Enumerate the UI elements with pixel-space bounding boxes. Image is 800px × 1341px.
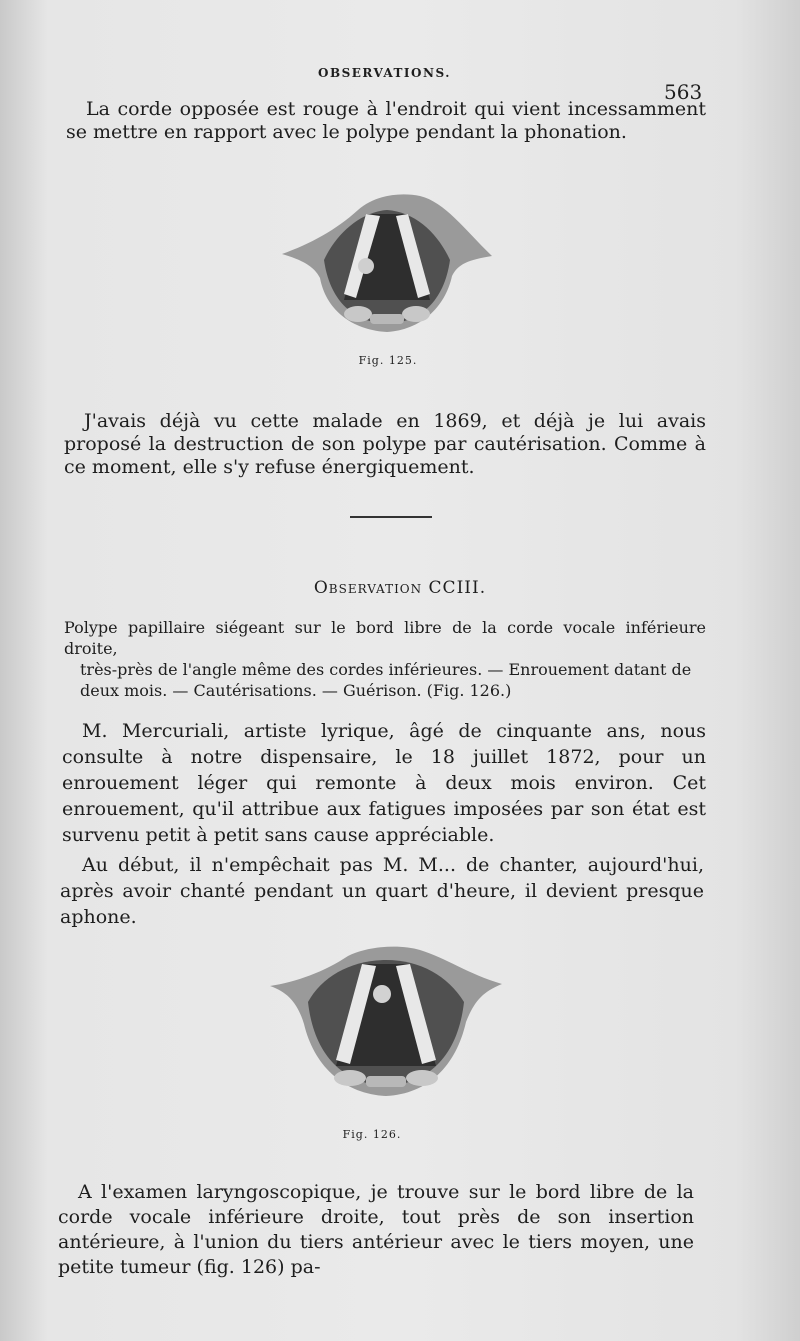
figure-125-caption: Fig. 125. <box>358 354 418 367</box>
summary-line-3: deux mois. — Cautérisations. — Guérison. (Fig. 126.) <box>80 681 512 700</box>
paragraph-2: J'avais déjà vu cette malade en 1869, et déjà je lui avais proposé la destruction de son polype par cautérisation. Comme à ce moment, elle s'y refuse énergiquement. <box>64 410 706 478</box>
running-title: OBSERVATIONS. <box>318 66 451 80</box>
summary-line-1: Polype papillaire siégeant sur le bord libre de la corde vocale inférieure droite, <box>64 618 706 658</box>
page-number: 563 <box>664 80 703 104</box>
paragraph-1: La corde opposée est rouge à l'endroit qui vient incessamment se mettre en rapport avec le polype pendant la phonation. <box>66 98 706 143</box>
summary-line-2: très-près de l'angle même des cordes inférieures. — Enrouement datant de <box>80 660 692 679</box>
running-header <box>0 66 800 104</box>
section-divider <box>350 516 432 518</box>
paragraph-4: Au début, il n'empêchait pas M. M... de chanter, aujourd'hui, après avoir chanté pendant un quart d'heure, il devient presque aphone. <box>60 854 704 928</box>
larynx-figure-125 <box>280 190 494 338</box>
larynx-figure-126 <box>268 942 504 1102</box>
paragraph-3: M. Mercuriali, artiste lyrique, âgé de cinquante ans, nous consulte à notre dispensaire, le 18 juillet 1872, pour un enrouement léger qui remonte à deux mois environ. Cet enrouement, qu'il attribue aux fatigues imposées par son état est survenu petit à petit sans cause appréciable. <box>62 720 706 846</box>
observation-summary <box>64 617 706 701</box>
paragraph-5: A l'examen laryngoscopique, je trouve sur le bord libre de la corde vocale inférieure droite, tout près de son insertion antérieure, à l'union du tiers antérieur avec le tiers moyen, une petite tumeur (fig. 126) pa- <box>58 1181 694 1278</box>
figure-126-caption: Fig. 126. <box>342 1128 402 1141</box>
observation-title: Observation CCIII. <box>313 578 487 598</box>
